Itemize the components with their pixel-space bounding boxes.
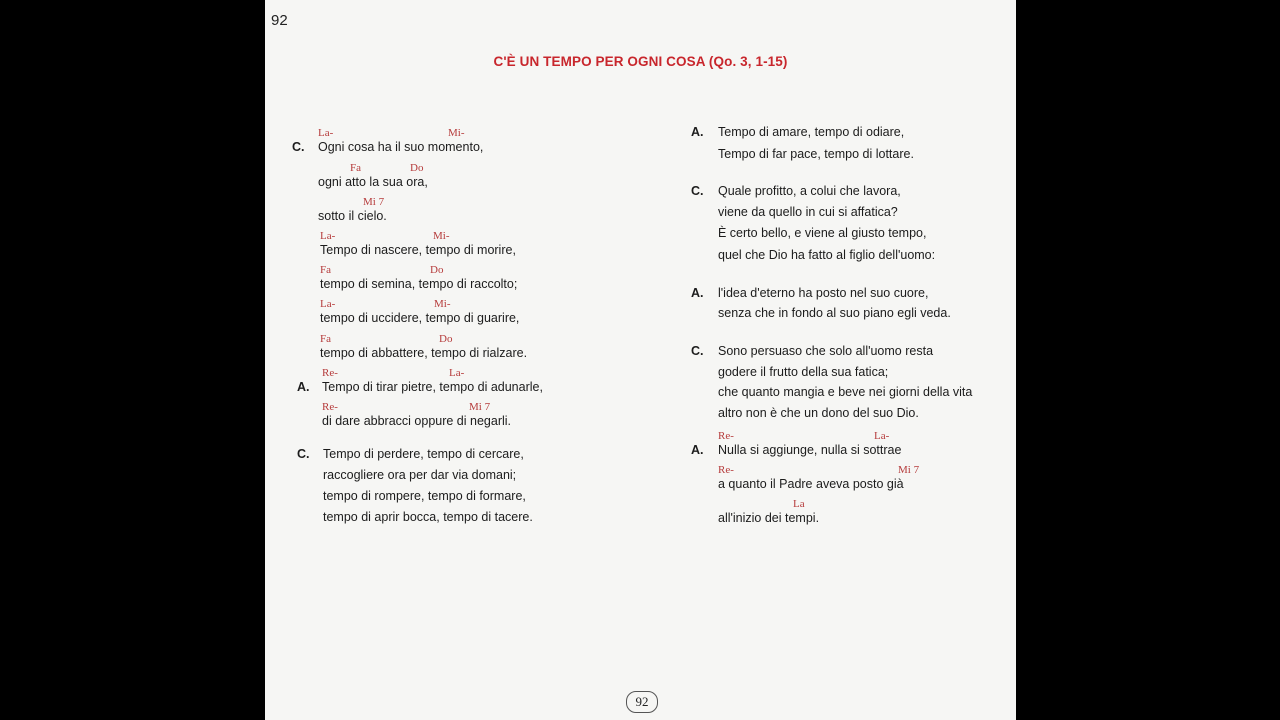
lyric-line: sotto il cielo. (318, 209, 387, 223)
lyric-line: tempo di rompere, tempo di formare, (323, 489, 526, 503)
lyric-line: Sono persuaso che solo all'uomo resta (718, 344, 934, 358)
speaker-label: A. (691, 125, 704, 139)
lyric-line: È certo bello, e viene al giusto tempo, (718, 226, 927, 240)
footer-page-number: 92 (626, 691, 658, 713)
speaker-label: C. (691, 184, 704, 198)
chord: La- (449, 367, 465, 379)
lyric-line: Tempo di perdere, tempo di cercare, (323, 447, 524, 461)
lyric-line: ogni atto la sua ora, (318, 175, 428, 189)
lyric-line: Tempo di amare, tempo di odiare, (718, 125, 905, 139)
chord: Re- (322, 367, 338, 379)
chord: La (793, 498, 805, 510)
chord: Do (439, 333, 453, 345)
song-title: C'È UN TEMPO PER OGNI COSA (Qo. 3, 1-15) (493, 54, 788, 69)
lyric-line: viene da quello in cui si affatica? (718, 205, 898, 219)
chord: La- (874, 430, 890, 442)
lyric-line: a quanto il Padre aveva posto già (718, 477, 904, 491)
lyric-line: quel che Dio ha fatto al figlio dell'uomo: (718, 248, 936, 262)
speaker-label: C. (292, 140, 305, 154)
song-page (265, 0, 1016, 720)
chord: La- (318, 127, 334, 139)
chord: Re- (322, 401, 338, 413)
chord: Mi 7 (898, 464, 920, 476)
lyric-line: all'inizio dei tempi. (718, 511, 820, 525)
chord: Fa (320, 264, 331, 276)
lyric-line: Tempo di tirar pietre, tempo di adunarle, (322, 380, 543, 394)
chord: Fa (350, 162, 361, 174)
lyric-line: Nulla si aggiunge, nulla si sottrae (718, 443, 902, 457)
chord: Mi- (434, 298, 451, 310)
chord: Mi 7 (363, 196, 385, 208)
speaker-label: A. (691, 286, 704, 300)
chord: La- (320, 298, 336, 310)
chord: Re- (718, 430, 734, 442)
chord: Do (410, 162, 424, 174)
speaker-label: C. (691, 344, 704, 358)
lyric-line: Ogni cosa ha il suo momento, (318, 140, 484, 154)
chord: Re- (718, 464, 734, 476)
chord: La- (320, 230, 336, 242)
lyric-line: Tempo di nascere, tempo di morire, (320, 243, 516, 257)
lyric-line: senza che in fondo al suo piano egli veda. (718, 306, 951, 320)
lyric-line: altro non è che un dono del suo Dio. (718, 406, 919, 420)
lyric-line: l'idea d'eterno ha posto nel suo cuore, (718, 286, 929, 300)
lyric-line: Tempo di far pace, tempo di lottare. (718, 147, 914, 161)
speaker-label: A. (297, 380, 310, 394)
lyric-line: tempo di aprir bocca, tempo di tacere. (323, 510, 533, 524)
lyric-line: godere il frutto della sua fatica; (718, 365, 889, 379)
speaker-label: C. (297, 447, 310, 461)
lyric-line: di dare abbracci oppure di negarli. (322, 414, 512, 428)
chord: Do (430, 264, 444, 276)
chord: Fa (320, 333, 331, 345)
lyric-line: che quanto mangia e beve nei giorni della vita (718, 385, 973, 399)
lyric-line: raccogliere ora per dar via domani; (323, 468, 517, 482)
lyric-line: tempo di semina, tempo di raccolto; (320, 277, 518, 291)
chord: Mi 7 (469, 401, 491, 413)
speaker-label: A. (691, 443, 704, 457)
lyric-line: tempo di uccidere, tempo di guarire, (320, 311, 520, 325)
lyric-line: Quale profitto, a colui che lavora, (718, 184, 901, 198)
chord: Mi- (433, 230, 450, 242)
lyric-line: tempo di abbattere, tempo di rialzare. (320, 346, 528, 360)
corner-page-number: 92 (271, 12, 288, 29)
chord: Mi- (448, 127, 465, 139)
